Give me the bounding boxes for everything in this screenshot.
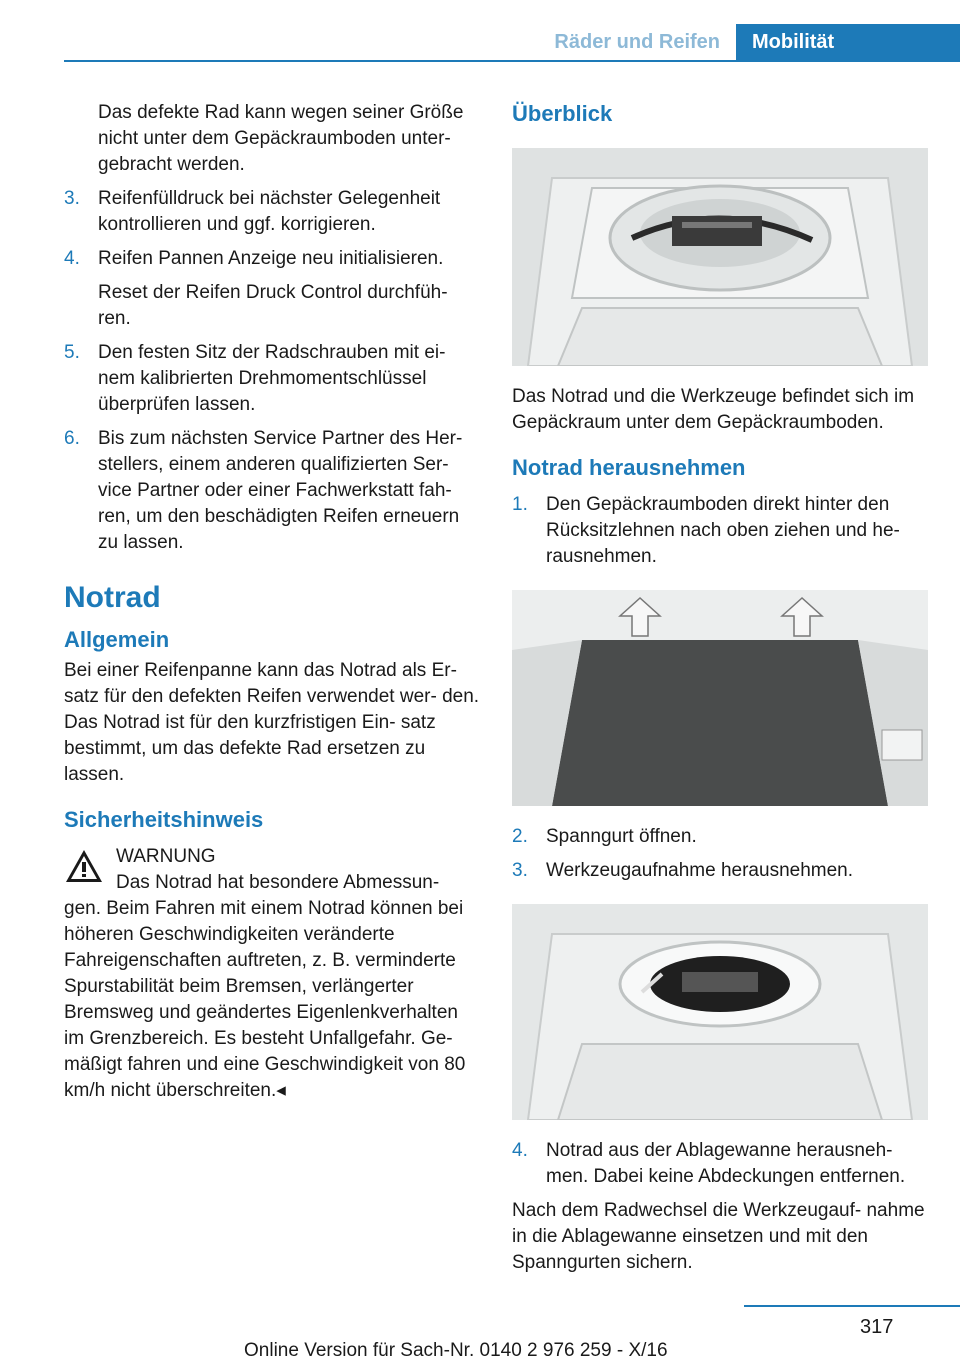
step-number: 5. (64, 342, 80, 363)
warning-block (64, 844, 480, 896)
list-item (64, 246, 480, 272)
footer-divider (744, 1305, 960, 1307)
page-number: 317 (860, 1316, 894, 1338)
list-item (64, 340, 480, 418)
step-text: Reifenfülldruck bei nächster Gelegenheit kontrollieren und ggf. korrigieren. (98, 188, 441, 235)
warning-label: WARNUNG (116, 846, 216, 867)
step-4-subtext: Reset der Reifen Druck Control durchfüh- ren. (98, 282, 448, 329)
heading-notrad-herausnehmen: Notrad herausnehmen (512, 455, 746, 480)
section-tab-raeder-und-reifen[interactable]: Räder und Reifen (554, 31, 720, 53)
list-item (64, 426, 480, 556)
overview-text: Das Notrad und die Werkzeuge befindet sich im Gepäckraum unter dem Gepäckraumboden. (512, 386, 915, 433)
step-number: 3. (512, 860, 528, 881)
step-text: Spanngurt öffnen. (546, 826, 697, 847)
list-item (64, 186, 480, 238)
general-text: Bei einer Reifenpanne kann das Notrad als Er- satz für den defekten Reifen verwendet wer- den. Das Notrad ist für den kurzfristigen Ein- satz bestimmt, um das defekte Rad ersetzen zu lassen. (64, 660, 480, 785)
warning-first-line: Das Notrad hat besondere Abmessun- (116, 872, 440, 893)
list-item (512, 492, 932, 570)
list-item (512, 824, 932, 850)
step-number: 3. (64, 188, 80, 209)
warning-text: gen. Beim Fahren mit einem Notrad können bei höheren Geschwindigkeiten veränderte Fahreigenschaften auftreten, z. B. verminderte Spurstabilität beim Bremsen, verlängerter Bremsweg und geändertes Eigenlenkverhalten im Grenzbereich. Es besteht Unfallgefahr. Ge- mäßigt fahren und eine Geschwindigkeit von 80 km/h nicht überschreiten.◂ (64, 898, 466, 1101)
step-text: Reifen Pannen Anzeige neu initialisieren. (98, 248, 444, 269)
step-text: Notrad aus der Ablagewanne herausneh- men. Dabei keine Abdeckungen entfernen. (546, 1140, 906, 1187)
intro-text: Das defekte Rad kann wegen seiner Größe nicht unter dem Gepäckraumboden unter- gebracht werden. (98, 102, 464, 175)
heading-allgemein: Allgemein (64, 627, 170, 652)
step-text: Den festen Sitz der Radschrauben mit ei- nem kalibrierten Drehmomentschlüssel überprüfen lassen. (98, 342, 446, 415)
step-text: Bis zum nächsten Service Partner des Her- stellers, einem anderen qualifizierten Ser- vice Partner oder einer Fachwerkstatt fah- ren, um den beschädigten Reifen erneuern zu lassen. (98, 428, 463, 553)
section-tab-mobilitaet[interactable]: Mobilität (736, 24, 960, 61)
heading-ueberblick: Überblick (512, 101, 613, 126)
step-number: 4. (64, 248, 80, 269)
trunk-floor-image (512, 590, 928, 806)
header-divider (64, 60, 960, 62)
step-number: 1. (512, 494, 528, 515)
step-number: 2. (512, 826, 528, 847)
heading-sicherheitshinweis: Sicherheitshinweis (64, 807, 264, 832)
warning-triangle-icon (64, 848, 104, 884)
right-column (512, 100, 932, 1284)
heading-notrad: Notrad (64, 581, 161, 614)
online-version-note: Online Version für Sach-Nr. 0140 2 976 259 - X/16 (244, 1340, 668, 1361)
closing-text: Nach dem Radwechsel die Werkzeugauf- nahme in die Ablagewanne einsetzen und mit den Spanngurten sichern. (512, 1200, 925, 1273)
left-column (64, 100, 480, 1112)
list-item (512, 858, 932, 884)
tool-tray-image (512, 904, 928, 1120)
step-number: 6. (64, 428, 80, 449)
step-text: Werkzeugaufnahme herausnehmen. (546, 860, 854, 881)
list-item (512, 1138, 932, 1190)
step-text: Den Gepäckraumboden direkt hinter den Rücksitzlehnen nach oben ziehen und he- rausnehmen. (546, 494, 900, 567)
trunk-spare-wheel-image (512, 148, 928, 366)
step-number: 4. (512, 1140, 528, 1161)
